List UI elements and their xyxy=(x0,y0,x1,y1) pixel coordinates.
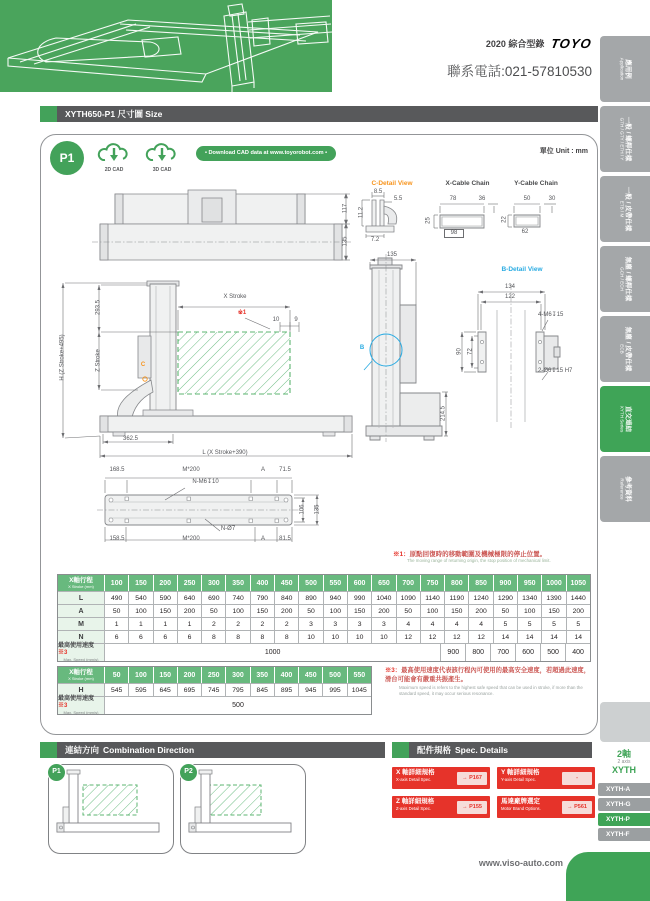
table-cell: 1340 xyxy=(518,592,542,604)
table-column-header: 300 xyxy=(226,667,250,683)
table-column-header: 600 xyxy=(348,575,372,591)
table-cell: 595 xyxy=(129,684,153,696)
table-cell: 1 xyxy=(129,618,153,630)
p2-panel-badge: P2 xyxy=(179,763,198,782)
pin-hole-callout: 2-Ø6↧15 H7 xyxy=(538,368,573,374)
table-cell: 3 xyxy=(372,618,396,630)
tab-label-zh: 無塵 / 皮帶仕樣 xyxy=(624,326,632,372)
sidebar-tab-gth-gty-eth-y[interactable] xyxy=(600,106,650,172)
table-cell: 1045 xyxy=(351,686,367,694)
dim-30: 30 xyxy=(548,196,556,202)
p1-badge: P1 xyxy=(50,141,84,175)
table-cell: 8 xyxy=(275,631,299,643)
table-cell: 5 xyxy=(518,618,542,630)
dim-158-5: 158.5 xyxy=(109,536,125,542)
table-cell: 200 xyxy=(178,605,202,617)
table-cell: 2 xyxy=(251,618,275,630)
dim-135-bottom: 135 xyxy=(314,504,321,515)
table-cell: 10 xyxy=(348,631,372,643)
table-cell: 150 xyxy=(445,605,469,617)
tab-label-en: Application xyxy=(618,57,624,81)
table-column-header: 150 xyxy=(129,575,153,591)
table-row-label: L xyxy=(58,592,105,604)
table-cell: 200 xyxy=(372,605,396,617)
dim-135-side: 135 xyxy=(386,252,397,258)
combination-title-en: Combination Direction xyxy=(103,745,195,755)
table-cell: 840 xyxy=(275,592,299,604)
table-cell: 5 xyxy=(542,618,566,630)
dim-50: 50 xyxy=(523,196,531,202)
dim-z-stroke: Z Stroke xyxy=(95,349,102,372)
table-cell: 845 xyxy=(251,684,275,696)
table-speed-cell: 1000 xyxy=(105,644,441,661)
dim-5-5: 5.5 xyxy=(393,196,403,202)
table-cell: 100 xyxy=(421,605,445,617)
sidebar-tab-blank[interactable] xyxy=(600,702,650,742)
table-column-header: 550 xyxy=(348,667,371,683)
page-corner-decoration xyxy=(566,852,650,901)
note-1-ref: ※1： xyxy=(393,551,410,558)
unit-label: 單位 Unit : mm xyxy=(539,148,588,155)
catalog-header xyxy=(486,36,592,51)
table-cell: 50 xyxy=(397,605,421,617)
table-speed-cell: 400 xyxy=(572,649,584,656)
cad-3d-download[interactable] xyxy=(142,140,182,173)
dim-7-2: 7.2 xyxy=(370,237,380,243)
cad-3d-label: 3D CAD xyxy=(152,167,172,173)
table-cell: 200 xyxy=(469,605,493,617)
table-speed-cell: 700 xyxy=(491,644,516,661)
table-cell: 8 xyxy=(226,631,250,643)
table-cell: 12 xyxy=(469,631,493,643)
dim-293-5: 293.5 xyxy=(95,300,102,316)
dim-l-stroke: L (X Stroke+390) xyxy=(202,450,248,456)
tab-label-zh: 無塵 / 螺桿仕樣 xyxy=(624,256,632,302)
b-point-label: B xyxy=(359,345,365,351)
side-view-drawing xyxy=(358,250,453,445)
table-cell: 50 xyxy=(202,605,226,617)
dim-36: 36 xyxy=(478,196,486,202)
table-cell: 1290 xyxy=(494,592,518,604)
table-cell: 640 xyxy=(178,592,202,604)
table-cell: 1 xyxy=(178,618,202,630)
table-cell: 14 xyxy=(574,633,583,641)
table-cell: 4 xyxy=(469,618,493,630)
table-cell: 8 xyxy=(251,631,275,643)
dim-72: 72 xyxy=(467,348,474,355)
table-column-header: 200 xyxy=(154,575,178,591)
table-cell: 50 xyxy=(494,605,518,617)
table-cell: 1 xyxy=(105,618,129,630)
table-cell: 1090 xyxy=(397,592,421,604)
table-axis-label: X軸行程 X Stroke (mm) xyxy=(58,667,105,683)
specs-title-en: Spec. Details xyxy=(455,745,508,755)
tab-label-zh: 參考資料 xyxy=(624,476,632,502)
table-column-header: 500 xyxy=(299,575,323,591)
table-cell: 5 xyxy=(494,618,518,630)
tab-label-zh: 直交連結 xyxy=(624,406,632,432)
family-name: XYTH xyxy=(611,765,636,776)
table-cell: 945 xyxy=(299,684,323,696)
table-cell: 12 xyxy=(421,631,445,643)
x-cable-chain-title: X-Cable Chain xyxy=(445,180,490,187)
dim-m200-top: M*200 xyxy=(182,467,200,473)
dim-214-5: 214.5 xyxy=(440,406,447,422)
table-cell: 4 xyxy=(445,618,469,630)
sidebar-tab-xyth-series[interactable] xyxy=(600,386,650,452)
family-tab-xyth-p[interactable]: XYTH-P xyxy=(598,813,650,826)
table-column-header: 200 xyxy=(178,667,202,683)
table-column-header: 500 xyxy=(323,667,347,683)
y-axis-spec-button[interactable] xyxy=(497,767,595,789)
note-1 xyxy=(393,549,593,563)
table-cell: 695 xyxy=(178,684,202,696)
table-column-header: 150 xyxy=(154,667,178,683)
dim-22: 22 xyxy=(501,216,508,223)
dim-135: 135 xyxy=(342,236,349,247)
note-1-en: The moving range of returning origin, the stop position of mechanical limit. xyxy=(407,558,551,563)
sidebar-tab-gch-ech[interactable] xyxy=(600,246,650,312)
table-cell: 1240 xyxy=(469,592,493,604)
thread-callout-nm6: N-M6↧10 xyxy=(192,479,219,485)
dim-71-5: 71.5 xyxy=(279,467,291,473)
table-axis-label: X軸行程 X Stroke (mm) xyxy=(58,575,105,591)
table-cell: 3 xyxy=(348,618,372,630)
dim-x-stroke: X Stroke xyxy=(223,294,247,300)
combination-panel-p1 xyxy=(48,764,174,854)
table-cell: 12 xyxy=(397,631,421,643)
specs-title-zh: 配件規格 xyxy=(417,745,452,755)
table-column-header: 1000 xyxy=(542,575,566,591)
spec-button-label-zh: Z 軸詳細規格 xyxy=(396,798,435,805)
hero-product-drawing xyxy=(0,0,332,92)
table-column-header: 800 xyxy=(445,575,469,591)
note-1-zh: 原點回復時的移動範圍及機械極限的停止位置。 xyxy=(409,551,547,558)
tab-label-en: GCH / ECH xyxy=(618,267,624,291)
green-square-icon xyxy=(392,742,409,758)
table-column-header: 750 xyxy=(421,575,445,591)
tab-label-en: Reference xyxy=(618,478,624,500)
table-column-header: 950 xyxy=(518,575,542,591)
table-cell: 1140 xyxy=(421,592,445,604)
spec-page-ref: → P155 xyxy=(457,801,487,814)
combination-title-zh: 連結方向 xyxy=(65,745,100,755)
table-cell: 1040 xyxy=(372,592,396,604)
sidebar-tab-etb-m[interactable] xyxy=(600,176,650,242)
table-column-header: 100 xyxy=(105,575,129,591)
table-cell: 3 xyxy=(324,618,348,630)
table-cell: 995 xyxy=(323,684,347,696)
spec-button-label-en: Motor Brand Options. xyxy=(501,806,541,811)
table-cell: 890 xyxy=(299,592,323,604)
size-section-title: XYTH650-P1 尺寸圖 Size xyxy=(57,106,598,122)
table-cell: 3 xyxy=(299,618,323,630)
table-cell: 545 xyxy=(105,684,129,696)
table-row-label: H xyxy=(58,684,105,696)
table-cell: 1390 xyxy=(542,592,566,604)
table-column-header: 850 xyxy=(469,575,493,591)
note-3-en: Maximum speed is refers to the highest safe speed that can be used in stroke, if more than the standard speed, it may occur serious resonance. xyxy=(399,685,583,696)
green-square-icon xyxy=(40,742,57,758)
dim-62: 62 xyxy=(521,229,529,235)
table-cell: 6 xyxy=(105,631,129,643)
x-stroke-table xyxy=(57,574,591,662)
axis-count-en: 2 axis xyxy=(617,758,631,765)
spec-page-ref: - xyxy=(562,772,592,785)
combination-diagram-p2 xyxy=(181,765,304,851)
tab-label-en: ETB / M xyxy=(618,200,624,218)
table-cell: 645 xyxy=(154,684,178,696)
table-cell: 2 xyxy=(275,618,299,630)
table-cell: 14 xyxy=(542,631,566,643)
dim-8-5: 8.5 xyxy=(373,189,383,195)
table-cell: 10 xyxy=(324,631,348,643)
spec-button-label-zh: 馬達廠牌選定 xyxy=(501,798,540,805)
dim-98: 98 xyxy=(444,229,464,238)
family-tab-xyth-f[interactable]: XYTH-F xyxy=(598,828,650,841)
table-cell: 10 xyxy=(299,631,323,643)
c-point-label: C xyxy=(140,362,146,368)
contact-phone: 聯系電話:021-57810530 xyxy=(447,64,592,79)
sidebar-tab-reference[interactable] xyxy=(600,456,650,522)
sidebar-tab-ecb[interactable] xyxy=(600,316,650,382)
combination-panel-p2 xyxy=(180,764,306,854)
z-stroke-table xyxy=(57,666,372,715)
cad-2d-label: 2D CAD xyxy=(104,167,124,173)
table-column-header: 300 xyxy=(202,575,226,591)
size-section-header xyxy=(40,106,598,122)
table-cell: 895 xyxy=(275,684,299,696)
table-cell: 940 xyxy=(324,592,348,604)
table-column-header: 450 xyxy=(299,667,323,683)
table-cell: 8 xyxy=(202,631,226,643)
dim-m200-bottom: M*200 xyxy=(182,536,200,542)
spec-button-label-zh: Y 軸詳細規格 xyxy=(501,769,540,776)
table-column-header: 700 xyxy=(397,575,421,591)
spec-button-label-en: Y-axis Detail Spec. xyxy=(501,777,536,782)
website-url: www.viso-auto.com xyxy=(478,858,563,868)
y-cable-chain-title: Y-Cable Chain xyxy=(514,180,558,187)
spec-button-label-en: X-axis Detail Spec. xyxy=(396,777,432,782)
table-column-header: 100 xyxy=(129,667,153,683)
table-cell: 12 xyxy=(445,631,469,643)
tab-label-en: XYTH Series xyxy=(618,405,624,433)
spec-button-label-en: Z-axis Detail Spec. xyxy=(396,806,432,811)
thread-callout-m6: 4-M6↧15 xyxy=(538,312,564,318)
axis-count-zh: 2軸 xyxy=(616,749,631,759)
table-cell: 100 xyxy=(129,605,153,617)
dim-122: 122 xyxy=(504,294,515,300)
table-row-label: A xyxy=(58,605,105,617)
table-row-label: M xyxy=(58,618,105,630)
table-cell: 200 xyxy=(572,607,584,615)
table-column-header: 250 xyxy=(178,575,202,591)
tab-label-zh: 一般 / 皮帶仕樣 xyxy=(624,186,632,232)
dim-134: 134 xyxy=(504,284,515,290)
c-detail-title: C-Detail View xyxy=(371,180,413,187)
table-speed-cell: 500 xyxy=(232,702,244,709)
dim-a-bottom: A xyxy=(260,536,265,542)
dim-81-5: 81.5 xyxy=(279,536,291,542)
table-cell: 150 xyxy=(154,605,178,617)
table-cell: 690 xyxy=(202,592,226,604)
table-cell: 1190 xyxy=(445,592,469,604)
cloud-download-icon xyxy=(142,140,182,166)
note-ref-1: ※1 xyxy=(237,310,247,316)
table-cell: 4 xyxy=(397,618,421,630)
table-column-header: 550 xyxy=(324,575,348,591)
table-cell: 200 xyxy=(275,605,299,617)
table-cell: 150 xyxy=(348,605,372,617)
note-3-ref: ※3： xyxy=(385,667,402,674)
table-cell: 14 xyxy=(518,631,542,643)
table-speed-label: 最高使用速度 ※3 Max. Speed (mm/s) xyxy=(58,644,105,661)
spec-button-label-zh: X 軸詳細規格 xyxy=(396,769,435,776)
table-cell: 490 xyxy=(105,592,129,604)
hole-callout-no7: N-Ø7 xyxy=(220,526,236,532)
table-column-header: 900 xyxy=(494,575,518,591)
table-cell: 150 xyxy=(542,605,566,617)
table-speed-label: 最高使用速度 ※3 Max. Speed (mm/s) xyxy=(58,697,105,714)
table-cell: 5 xyxy=(576,620,581,628)
dim-106: 106 xyxy=(299,504,306,515)
combination-diagram-p1 xyxy=(49,765,172,851)
family-tab-xyth-g[interactable]: XYTH-G xyxy=(598,798,650,811)
table-cell: 6 xyxy=(154,631,178,643)
table-column-header: 400 xyxy=(275,667,299,683)
table-column-header: 650 xyxy=(372,575,396,591)
sidebar-tab-application[interactable] xyxy=(600,36,650,102)
dim-10: 10 xyxy=(272,317,280,323)
table-column-header: 250 xyxy=(202,667,226,683)
table-cell: 14 xyxy=(494,631,518,643)
catalog-edition: 2020 綜合型錄 xyxy=(485,39,545,49)
cloud-download-icon xyxy=(94,140,134,166)
specs-section-header xyxy=(392,742,592,758)
toyo-logo: TOYO xyxy=(550,36,594,51)
table-cell: 1 xyxy=(154,618,178,630)
table-cell: 100 xyxy=(324,605,348,617)
table-speed-cell: 900 xyxy=(441,644,466,661)
dim-a-top: A xyxy=(260,467,265,473)
table-cell: 990 xyxy=(348,592,372,604)
table-cell: 540 xyxy=(129,592,153,604)
table-cell: 6 xyxy=(129,631,153,643)
table-speed-cell: 800 xyxy=(466,644,491,661)
table-column-header: 350 xyxy=(226,575,250,591)
p1-panel-badge: P1 xyxy=(47,763,66,782)
table-cell: 100 xyxy=(518,605,542,617)
table-cell: 2 xyxy=(226,618,250,630)
table-cell: 10 xyxy=(372,631,396,643)
table-column-header: 350 xyxy=(251,667,275,683)
table-column-header: 400 xyxy=(251,575,275,591)
tab-label-zh: 一般 / 螺桿仕樣 xyxy=(624,116,632,162)
note-3 xyxy=(385,667,595,696)
table-cell: 2 xyxy=(202,618,226,630)
top-view-drawing xyxy=(90,188,355,268)
table-row-label: N xyxy=(58,631,105,643)
dim-11-2: 11.2 xyxy=(358,206,365,219)
dim-25: 25 xyxy=(425,217,432,224)
tab-label-en: GTH / GTY / ETH / Y xyxy=(618,117,624,161)
table-cell: 150 xyxy=(251,605,275,617)
b-detail-title: B-Detail View xyxy=(501,266,543,273)
table-cell: 100 xyxy=(226,605,250,617)
download-cad-link[interactable]: • Download CAD data at www.toyorobot.com • xyxy=(196,146,336,161)
spec-page-ref: → P561 xyxy=(562,801,592,814)
table-column-header: 450 xyxy=(275,575,299,591)
tab-label-zh: 應用例 xyxy=(624,59,632,79)
dim-90: 90 xyxy=(456,348,463,355)
dim-168-5: 168.5 xyxy=(109,467,125,473)
cad-2d-download[interactable] xyxy=(94,140,134,173)
combination-section-header xyxy=(40,742,385,758)
table-cell: 795 xyxy=(226,684,250,696)
dim-h-z-stroke: H (Z Stroke+495) xyxy=(59,334,66,381)
spec-page-ref: → P167 xyxy=(457,772,487,785)
green-square-icon xyxy=(40,106,57,122)
table-speed-cell: 600 xyxy=(516,644,541,661)
tab-label-en: ECB xyxy=(618,344,624,354)
table-cell: 590 xyxy=(154,592,178,604)
z-axis-spec-button[interactable] xyxy=(392,796,490,818)
table-column-header: 50 xyxy=(105,667,129,683)
family-block xyxy=(598,750,650,776)
table-speed-cell: 500 xyxy=(541,644,566,661)
table-cell: 4 xyxy=(421,618,445,630)
table-cell: 1440 xyxy=(570,594,586,602)
dim-9: 9 xyxy=(294,317,298,323)
family-tab-xyth-a[interactable]: XYTH-A xyxy=(598,783,650,796)
dim-117: 117 xyxy=(342,203,349,214)
motor-brand-button[interactable] xyxy=(497,796,595,818)
table-cell: 740 xyxy=(226,592,250,604)
note-3-zh: 最高使用速度代表該行程內可使用的最高安全速度，若超過此速度，滑台可能會有嚴重共振產生。 xyxy=(385,667,591,683)
table-column-header: 1050 xyxy=(567,575,590,591)
x-axis-spec-button[interactable] xyxy=(392,767,490,789)
table-cell: 50 xyxy=(105,605,129,617)
dim-362-5: 362.5 xyxy=(122,436,138,442)
table-cell: 745 xyxy=(202,684,226,696)
table-cell: 790 xyxy=(251,592,275,604)
table-cell: 50 xyxy=(299,605,323,617)
table-cell: 6 xyxy=(178,631,202,643)
dim-78: 78 xyxy=(449,196,457,202)
